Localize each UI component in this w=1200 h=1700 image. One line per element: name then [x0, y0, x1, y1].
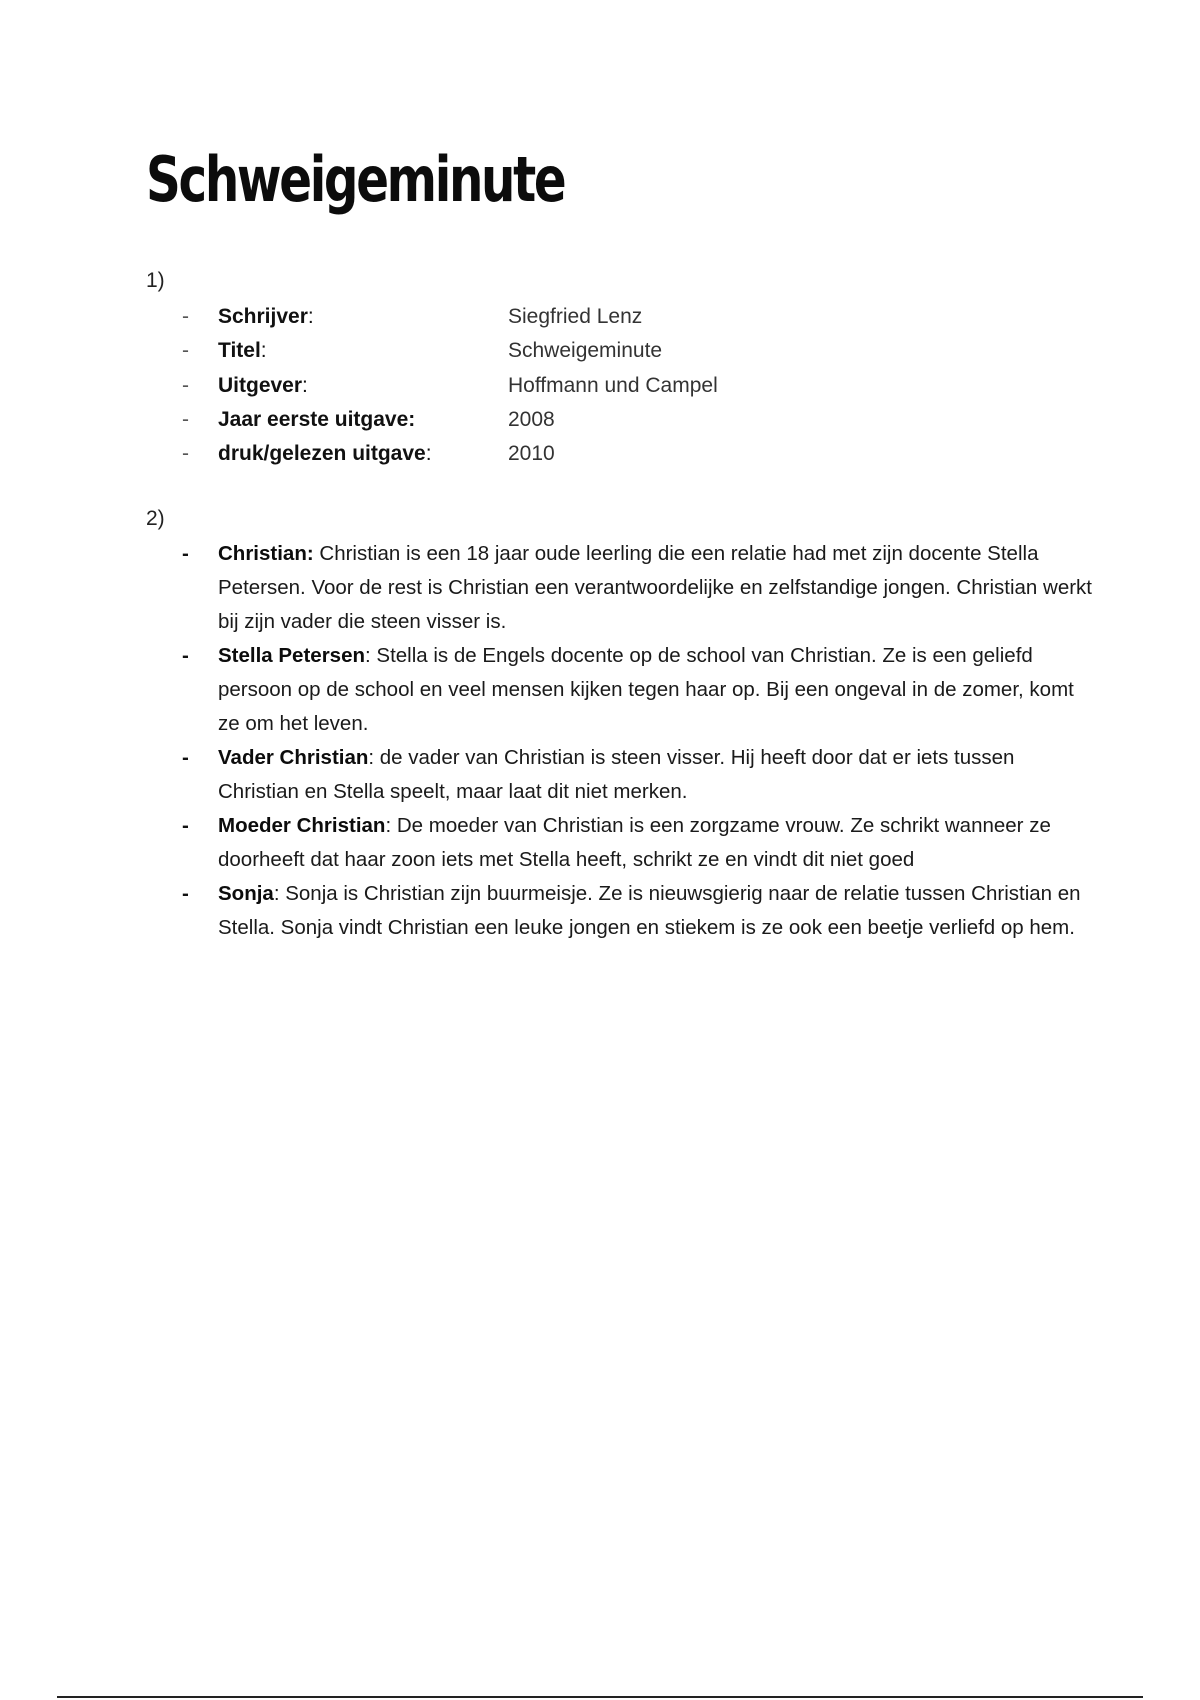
info-label: Uitgever:: [218, 373, 308, 397]
bullet-dash: -: [182, 882, 189, 905]
info-value: Siegfried Lenz: [508, 305, 643, 328]
character-item-mother: [146, 809, 1096, 877]
character-item-stella: [146, 639, 1096, 741]
character-description: : de vader van Christian is steen visser. Hij heeft door dat er iets tussen Christian en Stella speelt, maar laat dit niet merken.: [218, 746, 1015, 803]
character-item-christian: [146, 537, 1096, 639]
page-title: Schweigeminute: [146, 143, 565, 216]
character-name: Stella Petersen: [218, 644, 365, 667]
info-label: druk/gelezen uitgave:: [218, 442, 432, 466]
bullet-dash: -: [182, 373, 189, 397]
info-value: 2008: [508, 407, 555, 431]
bullet-dash: -: [182, 339, 189, 363]
character-item-father: [146, 741, 1096, 809]
bottom-divider: [57, 1696, 1143, 1698]
bullet-dash: -: [182, 407, 189, 431]
character-name: Moeder Christian: [218, 814, 386, 837]
character-name: Christian:: [218, 542, 314, 565]
character-description: Christian is een 18 jaar oude leerling die een relatie had met zijn docente Stella Petersen. Voor de rest is Christian een verantwoordelijke en zelfstandige jongen. Christian werkt bij zijn vader die steen visser is.: [218, 542, 1092, 633]
section-number-1: 1): [146, 269, 165, 292]
bullet-dash: -: [182, 442, 189, 466]
bullet-dash: -: [182, 746, 189, 769]
info-label: Titel:: [218, 339, 267, 363]
section-number-2: 2): [146, 507, 165, 530]
info-value: Hoffmann und Campel: [508, 373, 718, 397]
info-label: Schrijver:: [218, 305, 314, 328]
bullet-dash: -: [182, 305, 189, 328]
info-value: 2010: [508, 442, 555, 466]
character-list: [146, 537, 1096, 945]
bullet-dash: -: [182, 542, 189, 565]
bullet-dash: -: [182, 814, 189, 837]
character-item-sonja: [146, 877, 1096, 945]
character-name: Sonja: [218, 882, 274, 905]
character-description: : De moeder van Christian is een zorgzame vrouw. Ze schrikt wanneer ze doorheeft dat haar zoon iets met Stella heeft, schrikt ze en vindt dit niet goed: [218, 814, 1051, 871]
bullet-dash: -: [182, 644, 189, 667]
info-label: Jaar eerste uitgave:: [218, 407, 416, 431]
character-description: : Sonja is Christian zijn buurmeisje. Ze is nieuwsgierig naar de relatie tussen Christian en Stella. Sonja vindt Christian een leuke jongen en stiekem is ze ook een beetje verliefd op hem.: [218, 882, 1081, 939]
info-value: Schweigeminute: [508, 339, 663, 363]
character-name: Vader Christian: [218, 746, 369, 769]
character-description: : Stella is de Engels docente op de school van Christian. Ze is een geliefd persoon op de school en veel mensen kijken tegen haar op. Bij een ongeval in de zomer, komt ze om het leven.: [218, 644, 1074, 735]
